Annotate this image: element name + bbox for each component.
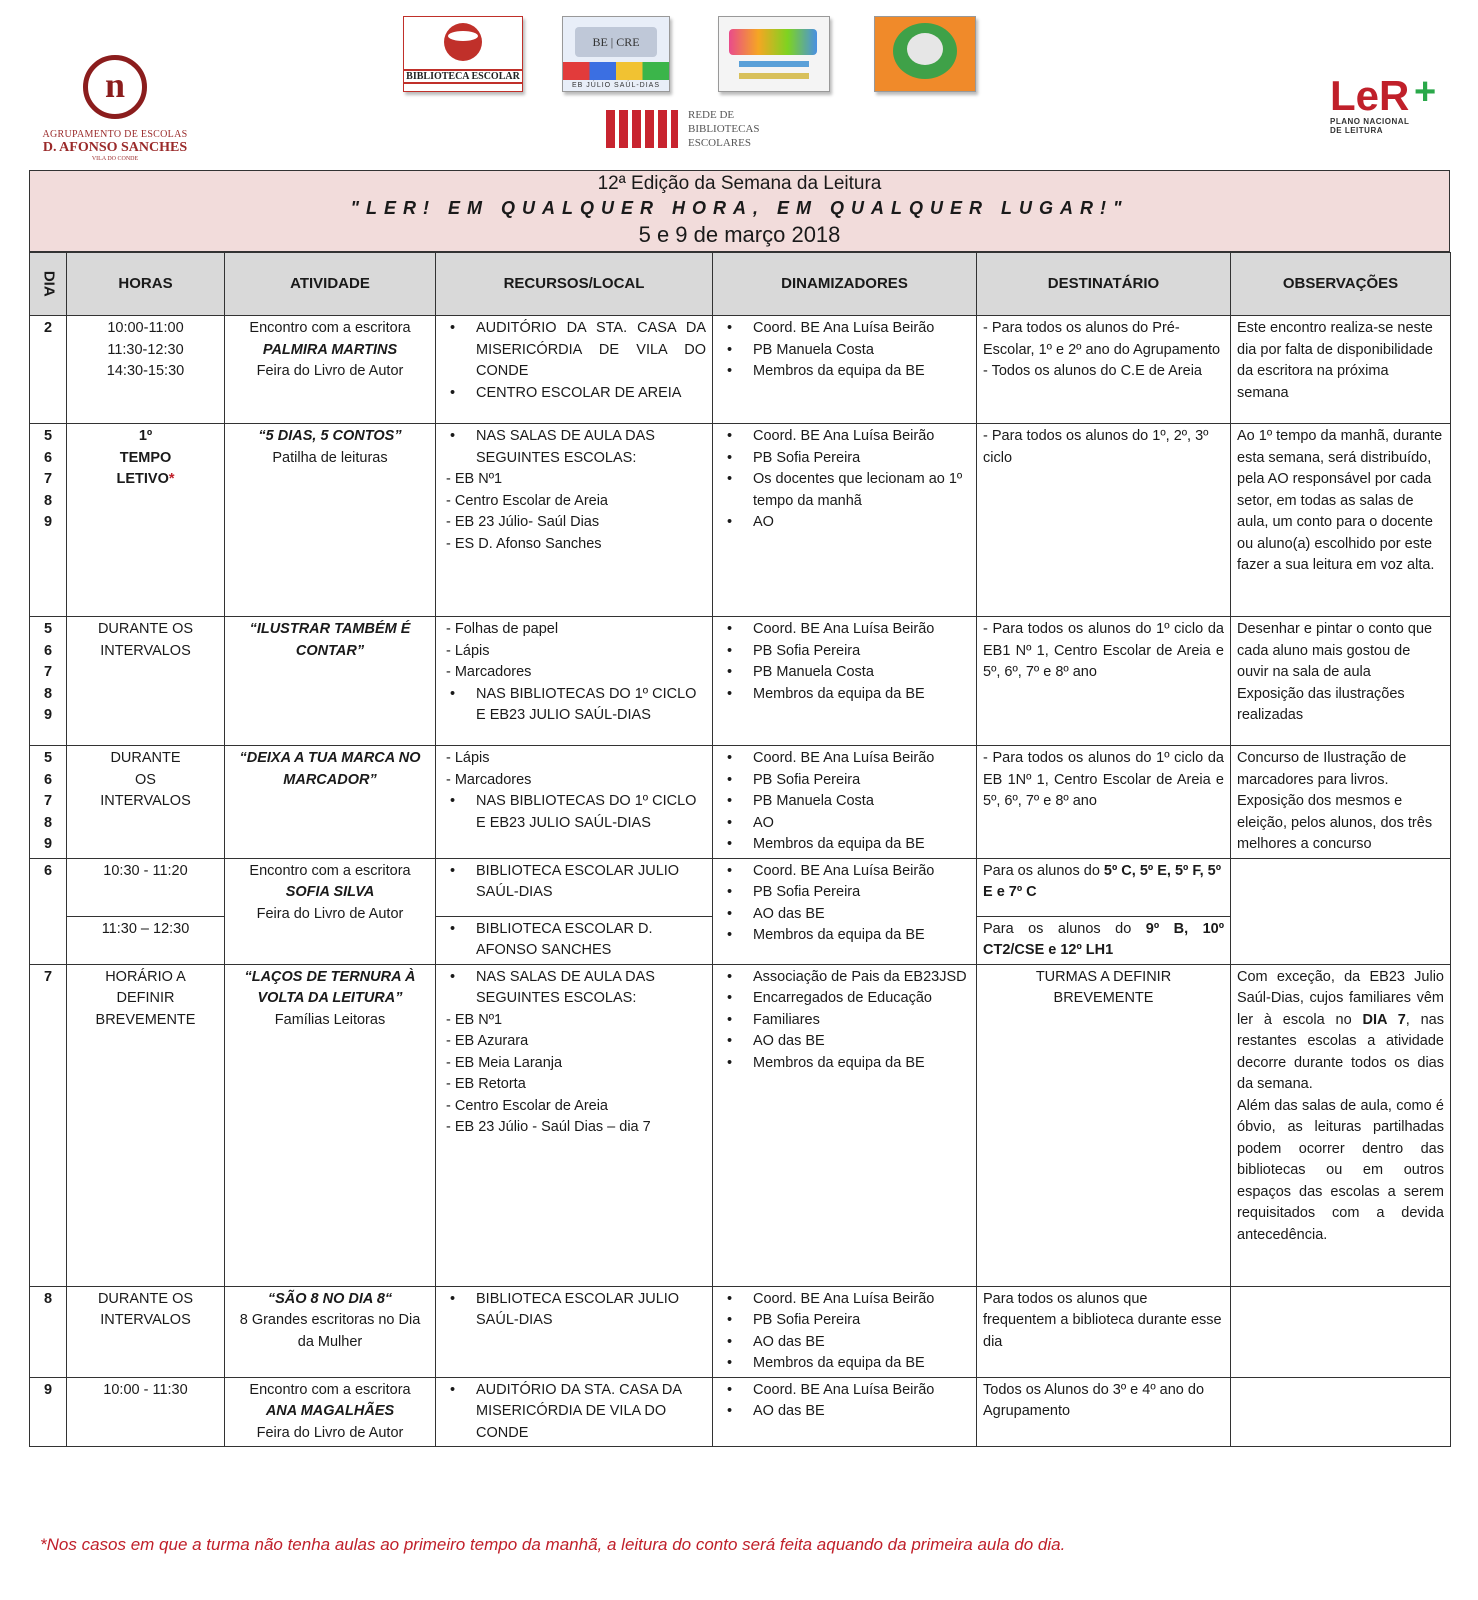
biblioteca-escolar-logo: BIBLIOTECA ESCOLAR bbox=[403, 16, 523, 92]
day-cell: 6 bbox=[30, 858, 67, 964]
col-header-atividade: ATIVIDADE bbox=[225, 253, 436, 316]
ler-plano-nacional-logo: LeR + PLANO NACIONAL DE LEITURA bbox=[1330, 71, 1437, 135]
table-row bbox=[30, 1286, 1451, 1377]
title-banner bbox=[29, 170, 1450, 252]
audience-cell: Para os alunos do 9º B, 10º CT2/CSE e 12º LH1 bbox=[977, 916, 1231, 964]
page-header bbox=[0, 0, 1478, 165]
col-header-dia: DIA bbox=[30, 253, 67, 316]
activity-cell: “SÃO 8 NO DIA 8“ 8 Grandes escritoras no Dia da Mulher bbox=[225, 1286, 436, 1377]
table-header-row bbox=[30, 253, 1451, 316]
school-logo bbox=[35, 55, 195, 162]
table-row bbox=[30, 964, 1451, 1286]
resources-cell: • BIBLIOTECA ESCOLAR D. AFONSO SANCHES bbox=[436, 916, 713, 964]
audience-cell: Todos os Alunos do 3º e 4º ano do Agrupamento bbox=[977, 1377, 1231, 1447]
organizers-cell: • Coord. BE Ana Luísa Beirão • PB Sofia Pereira • PB Manuela Costa • Membros da equipa da BE bbox=[713, 617, 977, 746]
notes-cell: Este encontro realiza-se neste dia por falta de disponibilidade da escritora na próxima semana bbox=[1231, 316, 1451, 424]
audience-cell: - Para todos os alunos do 1º ciclo da EB 1Nº 1, Centro Escolar de Areia e 5º, 6º, 7º e 8º ano bbox=[977, 746, 1231, 859]
slogan: "LER! EM QUALQUER HORA, EM QUALQUER LUGAR!" bbox=[350, 198, 1129, 218]
hours-cell: HORÁRIO A DEFINIR BREVEMENTE bbox=[67, 964, 225, 1286]
table-row bbox=[30, 316, 1451, 424]
hours-cell: 10:00 - 11:30 bbox=[67, 1377, 225, 1447]
activity-cell: Encontro com a escritora SOFIA SILVA Feira do Livro de Autor bbox=[225, 858, 436, 964]
resources-cell: • NAS SALAS DE AULA DAS SEGUINTES ESCOLAS: - EB Nº1 - EB Azurara - EB Meia Laranja - EB Retorta - Centro Escolar de Areia - EB 23 Júlio - Saúl Dias – dia 7 bbox=[436, 964, 713, 1286]
table-row bbox=[30, 858, 1451, 916]
organizers-cell: • Coord. BE Ana Luísa Beirão • PB Sofia Pereira • Os docentes que lecionam ao 1º tempo da manhã • AO bbox=[713, 424, 977, 617]
activity-cell: Encontro com a escritora PALMIRA MARTINS Feira do Livro de Autor bbox=[225, 316, 436, 424]
hours-cell: 11:30 – 12:30 bbox=[67, 916, 225, 964]
rbe-bars-icon bbox=[606, 110, 678, 148]
activity-cell: “LAÇOS DE TERNURA À VOLTA DA LEITURA” Famílias Leitoras bbox=[225, 964, 436, 1286]
organizers-cell: • Associação de Pais da EB23JSD • Encarregados de Educação • Familiares • AO das BE • Membros da equipa da BE bbox=[713, 964, 977, 1286]
rbe-logo: REDE DE BIBLIOTECAS ESCOLARES bbox=[606, 108, 776, 152]
resources-cell: • AUDITÓRIO DA STA. CASA DA MISERICÓRDIA DE VILA DO CONDE bbox=[436, 1377, 713, 1447]
hours-cell: DURANTE OS INTERVALOS bbox=[67, 1286, 225, 1377]
school-emblem-icon: n bbox=[83, 55, 147, 119]
audience-cell: Para os alunos do 5º C, 5º E, 5º F, 5º E e 7º C bbox=[977, 858, 1231, 916]
audience-cell: TURMAS A DEFINIR BREVEMENTE bbox=[977, 964, 1231, 1286]
resources-cell: • BIBLIOTECA ESCOLAR JULIO SAÚL-DIAS bbox=[436, 1286, 713, 1377]
be-cre-logo: BE | CRE EB JÚLIO SAÚL-DIAS bbox=[562, 16, 670, 92]
day-cell: 9 bbox=[30, 1377, 67, 1447]
table-row bbox=[30, 1377, 1451, 1447]
notes-cell: Desenhar e pintar o conto que cada aluno mais gostou de ouvir na sala de aula Exposição das ilustrações realizadas bbox=[1231, 617, 1451, 746]
col-header-horas: HORAS bbox=[67, 253, 225, 316]
plus-icon: + bbox=[1414, 71, 1437, 113]
schedule-table bbox=[29, 252, 1451, 1447]
hours-cell: 10:30 - 11:20 bbox=[67, 858, 225, 916]
day-cell: 5 6 7 8 9 bbox=[30, 424, 67, 617]
notes-cell bbox=[1231, 1377, 1451, 1447]
notes-cell bbox=[1231, 858, 1451, 964]
resources-cell: • NAS SALAS DE AULA DAS SEGUINTES ESCOLAS: - EB Nº1 - Centro Escolar de Areia - EB 23 Júlio- Saúl Dias - ES D. Afonso Sanches bbox=[436, 424, 713, 617]
col-header-dinamizadores: DINAMIZADORES bbox=[713, 253, 977, 316]
resources-cell: - Folhas de papel - Lápis - Marcadores • NAS BIBLIOTECAS DO 1º CICLO E EB23 JULIO SAÚL-DIAS bbox=[436, 617, 713, 746]
audience-cell: Para todos os alunos que frequentem a biblioteca durante esse dia bbox=[977, 1286, 1231, 1377]
hours-cell: DURANTE OS INTERVALOS bbox=[67, 617, 225, 746]
notes-cell: Ao 1º tempo da manhã, durante esta semana, será distribuído, pela AO responsável por cada setor, em todas as salas de aula, um conto para o docente ou aluno(a) escolhido por este fazer a sua leitura em voz alta. bbox=[1231, 424, 1451, 617]
activity-cell: Encontro com a escritora ANA MAGALHÃES Feira do Livro de Autor bbox=[225, 1377, 436, 1447]
audience-cell: - Para todos os alunos do 1º ciclo da EB1 Nº 1, Centro Escolar de Areia e 5º, 6º, 7º e 8º ano bbox=[977, 617, 1231, 746]
edition-title: 12ª Edição da Semana da Leitura bbox=[597, 173, 882, 194]
library-colorful-logo bbox=[718, 16, 830, 92]
day-cell: 8 bbox=[30, 1286, 67, 1377]
day-cell: 7 bbox=[30, 964, 67, 1286]
activity-cell: “ILUSTRAR TAMBÉM É CONTAR” bbox=[225, 617, 436, 746]
activity-cell: “5 DIAS, 5 CONTOS” Patilha de leituras bbox=[225, 424, 436, 617]
school-name-line1: AGRUPAMENTO DE ESCOLAS bbox=[42, 129, 188, 140]
audience-cell: - Para todos os alunos do Pré-Escolar, 1º e 2º ano do Agrupamento - Todos os alunos do C.E de Areia bbox=[977, 316, 1231, 424]
table-row bbox=[30, 746, 1451, 859]
audience-cell: - Para todos os alunos do 1º, 2º, 3º ciclo bbox=[977, 424, 1231, 617]
notes-cell: Concurso de Ilustração de marcadores para livros. Exposição dos mesmos e eleição, pelos alunos, dos três melhores a concurso bbox=[1231, 746, 1451, 859]
day-cell: 2 bbox=[30, 316, 67, 424]
organizers-cell: • Coord. BE Ana Luísa Beirão • PB Sofia Pereira • AO das BE • Membros da equipa da BE bbox=[713, 858, 977, 964]
dates: 5 e 9 de março 2018 bbox=[638, 222, 841, 247]
day-cell: 5 6 7 8 9 bbox=[30, 746, 67, 859]
activity-cell: “DEIXA A TUA MARCA NO MARCADOR” bbox=[225, 746, 436, 859]
col-header-destinatario: DESTINATÁRIO bbox=[977, 253, 1231, 316]
resources-cell: • AUDITÓRIO DA STA. CASA DA MISERICÓRDIA DE VILA DO CONDE • CENTRO ESCOLAR DE AREIA bbox=[436, 316, 713, 424]
col-header-observacoes: OBSERVAÇÕES bbox=[1231, 253, 1451, 316]
hours-cell: 10:00-11:00 11:30-12:30 14:30-15:30 bbox=[67, 316, 225, 424]
footnote: *Nos casos em que a turma não tenha aulas ao primeiro tempo da manhã, a leitura do conto será feita aquando da primeira aula do dia. bbox=[40, 1535, 1066, 1554]
day-cell: 5 6 7 8 9 bbox=[30, 617, 67, 746]
table-row bbox=[30, 424, 1451, 617]
footnote-star: * bbox=[168, 471, 175, 487]
organizers-cell: • Coord. BE Ana Luísa Beirão • PB Manuela Costa • Membros da equipa da BE bbox=[713, 316, 977, 424]
organizers-cell: • Coord. BE Ana Luísa Beirão • PB Sofia Pereira • PB Manuela Costa • AO • Membros da equipa da BE bbox=[713, 746, 977, 859]
col-header-recursos: RECURSOS/LOCAL bbox=[436, 253, 713, 316]
resources-cell: • BIBLIOTECA ESCOLAR JULIO SAÚL-DIAS bbox=[436, 858, 713, 916]
school-name-line2: D. AFONSO SANCHES bbox=[42, 140, 188, 155]
hours-cell: DURANTE OS INTERVALOS bbox=[67, 746, 225, 859]
hours-cell: 1º TEMPO LETIVO* bbox=[67, 424, 225, 617]
resources-cell: - Lápis - Marcadores • NAS BIBLIOTECAS DO 1º CICLO E EB23 JULIO SAÚL-DIAS bbox=[436, 746, 713, 859]
notes-cell bbox=[1231, 1286, 1451, 1377]
organizers-cell: • Coord. BE Ana Luísa Beirão • PB Sofia Pereira • AO das BE • Membros da equipa da BE bbox=[713, 1286, 977, 1377]
circular-library-logo bbox=[874, 16, 976, 92]
table-row bbox=[30, 617, 1451, 746]
school-name-line3: VILA DO CONDE bbox=[91, 156, 139, 162]
organizers-cell: • Coord. BE Ana Luísa Beirão • AO das BE bbox=[713, 1377, 977, 1447]
notes-cell: Com exceção, da EB23 Julio Saúl-Dias, cujos familiares vêm ler à escola no DIA 7, nas restantes escolas a atividade decorre durante todos os dias da semana. Além das salas de aula, como é óbvio, as leituras partilhadas podem ocorrer dentro das bibliotecas ou em outros espaços das escolas a serem requisitados com a devida antecedência. bbox=[1231, 964, 1451, 1286]
